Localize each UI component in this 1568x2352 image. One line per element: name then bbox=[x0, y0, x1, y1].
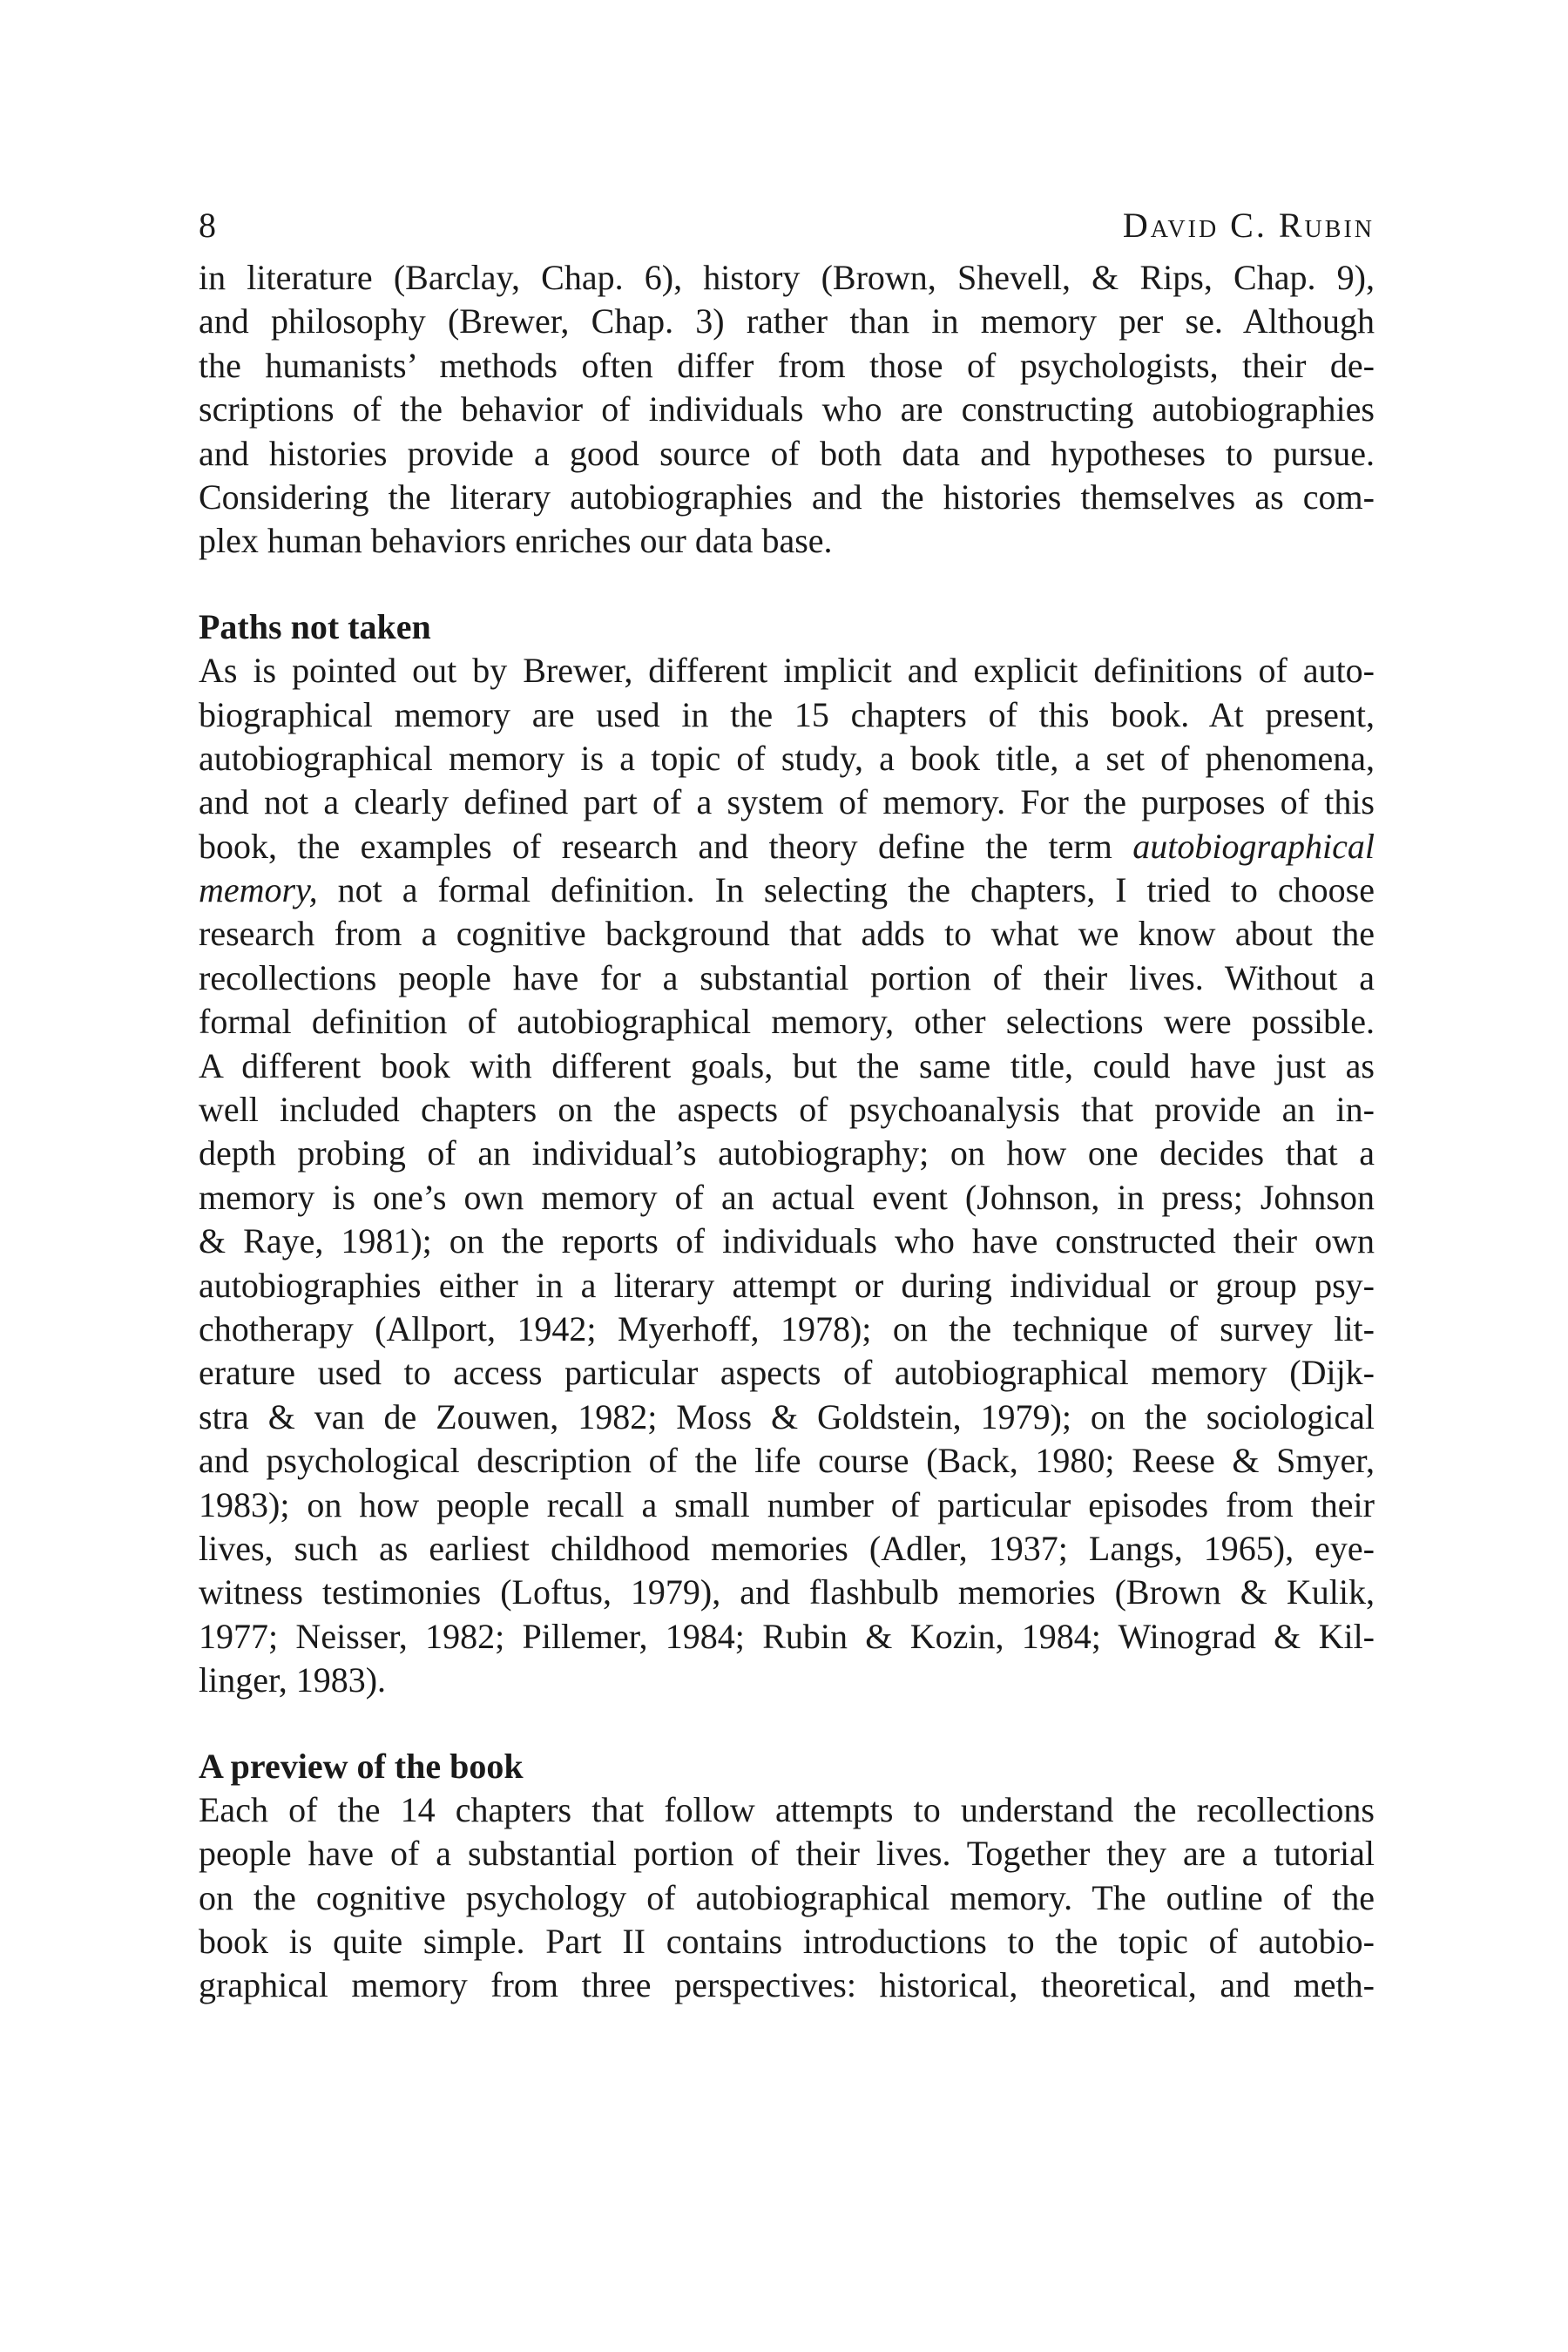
text-line: and psychological description of the life course (Back, 1980; Reese & Smyer, bbox=[199, 1441, 1375, 1481]
text-line: in literature (Barclay, Chap. 6), history (Brown, Shevell, & Rips, Chap. 9), bbox=[199, 258, 1375, 297]
text-line bbox=[199, 825, 1375, 868]
text-line: memory is one’s own memory of an actual event (Johnson, in press; Johnson bbox=[199, 1177, 1375, 1217]
text-line: As is pointed out by Brewer, different implicit and explicit definitions of auto- bbox=[199, 651, 1375, 691]
text-line: graphical memory from three perspectives: historical, theoretical, and meth- bbox=[199, 1965, 1375, 2005]
paragraph-preview bbox=[199, 1788, 1375, 2008]
text-line: 1977; Neisser, 1982; Pillemer, 1984; Rubin & Kozin, 1984; Winograd & Kil- bbox=[199, 1616, 1375, 1656]
text-line: & Raye, 1981); on the reports of individuals who have constructed their own bbox=[199, 1221, 1375, 1261]
italic-term: autobiographical bbox=[1132, 826, 1375, 866]
text-line: 1983); on how people recall a small number of particular episodes from their bbox=[199, 1484, 1375, 1524]
running-head bbox=[199, 202, 1375, 249]
text-line: chotherapy (Allport, 1942; Myerhoff, 1978); on the technique of survey lit- bbox=[199, 1308, 1375, 1348]
text-line: autobiographical memory is a topic of study, a book title, a set of phenomena, bbox=[199, 738, 1375, 778]
text-line: research from a cognitive background that adds to what we know about the bbox=[199, 914, 1375, 954]
text-line: erature used to access particular aspects of autobiographical memory (Dijk- bbox=[199, 1353, 1375, 1393]
italic-term: memory, bbox=[199, 870, 318, 910]
text-line: well included chapters on the aspects of psychoanalysis that provide an in- bbox=[199, 1090, 1375, 1130]
text-line: on the cognitive psychology of autobiographical memory. The outline of the bbox=[199, 1877, 1375, 1917]
text-span: book, the examples of research and theory define the term bbox=[199, 826, 1133, 866]
text-line: and not a clearly defined part of a system of memory. For the purposes of this bbox=[199, 782, 1375, 822]
text-line: lives, such as earliest childhood memories (Adler, 1937; Langs, 1965), eye- bbox=[199, 1528, 1375, 1568]
text-line: autobiographies either in a literary attempt or during individual or group psy- bbox=[199, 1265, 1375, 1305]
book-page bbox=[199, 202, 1375, 2008]
text-line: scriptions of the behavior of individuals who are constructing autobiographies bbox=[199, 389, 1375, 429]
section-heading-preview: A preview of the book bbox=[199, 1746, 524, 1786]
text-line: stra & van de Zouwen, 1982; Moss & Goldstein, 1979); on the sociological bbox=[199, 1396, 1375, 1436]
text-line: book is quite simple. Part II contains introductions to the topic of autobio- bbox=[199, 1922, 1375, 1962]
text-line: plex human behaviors enriches our data base. bbox=[199, 521, 833, 561]
running-head-author: David C. Rubin bbox=[1122, 206, 1375, 245]
section-heading-paths-not-taken: Paths not taken bbox=[199, 606, 431, 646]
page-number: 8 bbox=[199, 206, 216, 245]
text-line: Considering the literary autobiographies and the histories themselves as com- bbox=[199, 476, 1375, 517]
text-line: formal definition of autobiographical memory, other selections were possible. bbox=[199, 1002, 1375, 1042]
text-span: not a formal definition. In selecting the chapters, I tried to choose bbox=[317, 870, 1375, 910]
text-line: Each of the 14 chapters that follow attempts to understand the recollections bbox=[199, 1789, 1375, 1829]
paragraph-paths-not-taken bbox=[199, 649, 1375, 1702]
text-line: depth probing of an individual’s autobiography; on how one decides that a bbox=[199, 1133, 1375, 1173]
text-line: linger, 1983). bbox=[199, 1660, 387, 1700]
text-line bbox=[199, 868, 1375, 912]
text-line: recollections people have for a substantial portion of their lives. Without a bbox=[199, 957, 1375, 997]
paragraph-intro bbox=[199, 256, 1375, 564]
text-line: the humanists’ methods often differ from those of psychologists, their de- bbox=[199, 345, 1375, 385]
text-line: and histories provide a good source of both data and hypotheses to pursue. bbox=[199, 433, 1375, 473]
text-line: biographical memory are used in the 15 chapters of this book. At present, bbox=[199, 694, 1375, 734]
text-line: people have of a substantial portion of their lives. Together they are a tutorial bbox=[199, 1834, 1375, 1874]
text-line: A different book with different goals, but the same title, could have just as bbox=[199, 1045, 1375, 1085]
text-line: witness testimonies (Loftus, 1979), and flashbulb memories (Brown & Kulik, bbox=[199, 1572, 1375, 1612]
text-line: and philosophy (Brewer, Chap. 3) rather than in memory per se. Although bbox=[199, 301, 1375, 341]
